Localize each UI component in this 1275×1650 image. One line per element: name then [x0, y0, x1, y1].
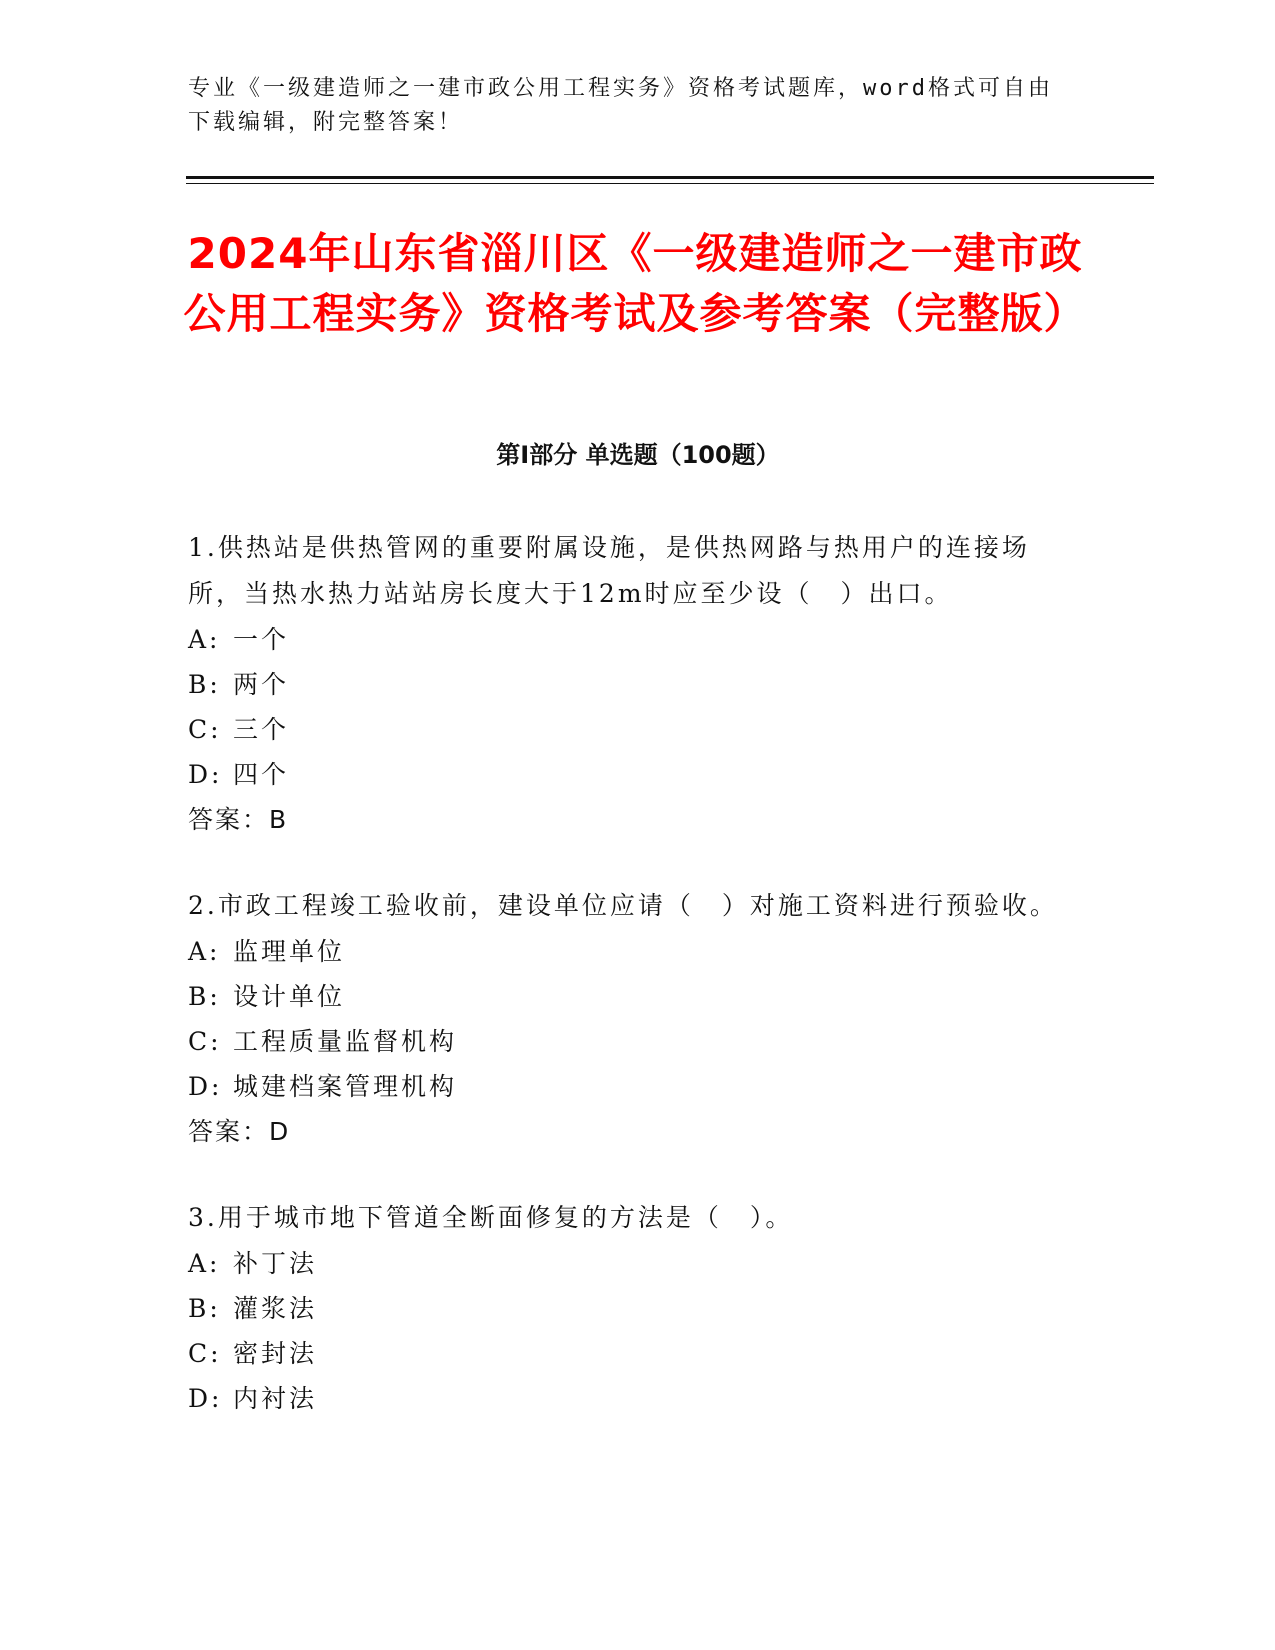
question-stem: 1.供热站是供热管网的重要附属设施，是供热网路与热用户的连接场所，当热水热力站站房长度大于12m时应至少设（ ）出口。 — [188, 533, 1030, 608]
option-c — [188, 1331, 1068, 1376]
question-3 — [188, 1195, 1068, 1421]
answer-line: 答案：D — [188, 1117, 291, 1146]
header-divider-thin — [186, 183, 1154, 184]
section-heading: 第Ⅰ部分 单选题（100题） — [496, 441, 780, 469]
option-text: 一个 — [233, 625, 290, 654]
option-key: A: — [188, 625, 221, 654]
answer-line: 答案：B — [188, 805, 289, 834]
header-note: 专业《一级建造师之一建市政公用工程实务》资格考试题库，word格式可自由下载编辑，附完整答案！ — [188, 76, 1053, 135]
option-text: 灌浆法 — [233, 1294, 318, 1323]
option-b — [188, 1286, 1068, 1331]
option-key: D: — [188, 760, 223, 789]
option-key: B: — [188, 982, 221, 1011]
option-key: A: — [188, 1249, 221, 1278]
option-text: 内衬法 — [233, 1384, 318, 1413]
option-key: B: — [188, 1294, 221, 1323]
option-text: 四个 — [233, 760, 290, 789]
option-c — [188, 1019, 1068, 1064]
option-text: 设计单位 — [233, 982, 346, 1011]
option-text: 两个 — [233, 670, 290, 699]
question-2 — [188, 883, 1068, 1155]
option-text: 城建档案管理机构 — [233, 1072, 458, 1101]
question-stem: 2.市政工程竣工验收前，建设单位应请（ ）对施工资料进行预验收。 — [188, 891, 1058, 920]
option-text: 三个 — [233, 715, 290, 744]
option-text: 密封法 — [233, 1339, 318, 1368]
option-key: C: — [188, 1027, 222, 1056]
option-text: 工程质量监督机构 — [233, 1027, 458, 1056]
option-a — [188, 617, 1068, 662]
option-text: 监理单位 — [233, 937, 346, 966]
header-divider-thick — [186, 176, 1154, 179]
option-a — [188, 1241, 1068, 1286]
option-c — [188, 707, 1068, 752]
option-d — [188, 1376, 1068, 1421]
document-title: 2024年山东省淄川区《一级建造师之一建市政公用工程实务》资格考试及参考答案（完整版） — [183, 229, 1087, 338]
option-key: C: — [188, 1339, 222, 1368]
question-list — [188, 525, 1068, 1461]
option-b — [188, 662, 1068, 707]
option-d — [188, 1064, 1068, 1109]
option-d — [188, 752, 1068, 797]
option-text: 补丁法 — [233, 1249, 318, 1278]
option-key: B: — [188, 670, 221, 699]
option-key: C: — [188, 715, 222, 744]
option-key: D: — [188, 1072, 223, 1101]
question-1 — [188, 525, 1068, 843]
option-key: A: — [188, 937, 221, 966]
question-stem: 3.用于城市地下管道全断面修复的方法是（ ）。 — [188, 1203, 794, 1232]
option-a — [188, 929, 1068, 974]
option-key: D: — [188, 1384, 223, 1413]
option-b — [188, 974, 1068, 1019]
